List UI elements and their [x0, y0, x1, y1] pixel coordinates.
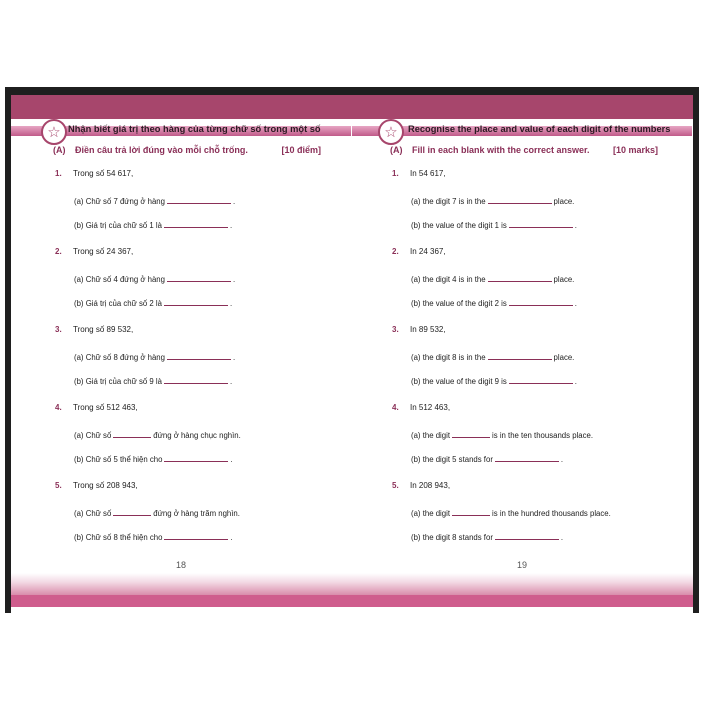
part-a: [411, 195, 574, 206]
question-number: 5.: [392, 481, 399, 490]
part-a-text: (a) Chữ số 8 đứng ở hàng: [74, 353, 165, 362]
part-a-text: (a) Chữ số: [74, 509, 112, 518]
part-b: [411, 219, 577, 230]
question-stem: In 208 943,: [410, 481, 451, 490]
answer-blank[interactable]: [167, 273, 231, 282]
part-b-text: (b) Giá trị của chữ số 1 là: [74, 221, 162, 230]
question-number: 3.: [392, 325, 399, 334]
part-a-text: (a) Chữ số: [74, 431, 112, 440]
answer-blank[interactable]: [164, 219, 228, 228]
part-b: [411, 297, 577, 308]
part-a: [411, 507, 611, 518]
part-a-text: (a) the digit: [411, 431, 451, 440]
part-b-tail: .: [230, 533, 233, 542]
answer-blank[interactable]: [495, 531, 559, 540]
question-number: 4.: [55, 403, 62, 412]
part-b-tail: .: [230, 455, 233, 464]
question-stem: In 54 617,: [410, 169, 446, 178]
bottom-color-band: [11, 595, 693, 607]
part-b-text: (b) Chữ số 8 thể hiện cho: [74, 533, 163, 542]
star-badge-icon: ☆: [378, 119, 404, 145]
question-stem: In 512 463,: [410, 403, 451, 412]
part-b-tail: .: [230, 377, 233, 386]
part-b-text: (b) the digit 8 stands for: [411, 533, 493, 542]
part-a-tail: is in the ten thousands place.: [492, 431, 594, 440]
part-a-text: (a) the digit 8 is in the: [411, 353, 486, 362]
part-b-text: (b) the value of the digit 2 is: [411, 299, 507, 308]
question-stem: In 24 367,: [410, 247, 446, 256]
question-number: 5.: [55, 481, 62, 490]
part-a-tail: is in the hundred thousands place.: [492, 509, 611, 518]
instruction-marks: [10 điểm]: [281, 145, 321, 155]
part-a: [74, 507, 240, 518]
part-b-tail: .: [230, 299, 233, 308]
part-b-tail: .: [574, 221, 577, 230]
answer-blank[interactable]: [509, 375, 573, 384]
answer-blank[interactable]: [509, 297, 573, 306]
part-a-text: (a) Chữ số 4 đứng ở hàng: [74, 275, 165, 284]
part-a: [411, 351, 574, 362]
part-b-tail: .: [230, 221, 233, 230]
page-number: 18: [175, 560, 186, 570]
part-b-text: (b) the value of the digit 1 is: [411, 221, 507, 230]
book-spread: [5, 87, 699, 613]
part-a-text: (a) the digit 7 is in the: [411, 197, 486, 206]
part-a-text: (a) the digit 4 is in the: [411, 275, 486, 284]
part-b-tail: .: [574, 377, 577, 386]
part-a-tail: .: [232, 275, 236, 284]
question-number: 1.: [392, 169, 399, 178]
answer-blank[interactable]: [113, 429, 151, 438]
question-stem: Trong số 208 943,: [73, 481, 138, 490]
instruction-label: (A): [390, 145, 403, 155]
part-b-tail: .: [560, 455, 564, 464]
part-a-text: (a) the digit: [411, 509, 451, 518]
instruction-text: Fill in each blank with the correct answer.: [412, 145, 590, 155]
section-title: Nhận biết giá trị theo hàng của từng chữ số trong một số: [68, 124, 321, 134]
question-number: 1.: [55, 169, 62, 178]
part-a: [74, 195, 235, 206]
part-a-tail: đứng ở hàng trăm nghìn.: [153, 509, 240, 518]
answer-blank[interactable]: [509, 219, 573, 228]
answer-blank[interactable]: [113, 507, 151, 516]
answer-blank[interactable]: [495, 453, 559, 462]
left-page: [11, 95, 351, 613]
question-number: 2.: [392, 247, 399, 256]
question-stem: Trong số 54 617,: [73, 169, 134, 178]
part-a-tail: place.: [553, 197, 575, 206]
page-number: 19: [516, 560, 527, 570]
part-a: [411, 429, 593, 440]
instruction-text: Điền câu trả lời đúng vào mỗi chỗ trống.: [75, 145, 248, 155]
star-badge-icon: ☆: [41, 119, 67, 145]
part-a-text: (a) Chữ số 7 đứng ở hàng: [74, 197, 165, 206]
part-b-text: (b) the digit 5 stands for: [411, 455, 493, 464]
part-b: [411, 531, 563, 542]
answer-blank[interactable]: [167, 195, 231, 204]
question-stem: Trong số 512 463,: [73, 403, 138, 412]
answer-blank[interactable]: [164, 453, 228, 462]
part-a: [74, 273, 235, 284]
part-b: [74, 219, 232, 230]
part-b-text: (b) the value of the digit 9 is: [411, 377, 507, 386]
part-b: [74, 531, 233, 542]
part-a-tail: place.: [553, 353, 575, 362]
answer-blank[interactable]: [488, 351, 552, 360]
answer-blank[interactable]: [452, 507, 490, 516]
instruction-label: (A): [53, 145, 66, 155]
answer-blank[interactable]: [488, 195, 552, 204]
question-stem: In 89 532,: [410, 325, 446, 334]
part-a: [411, 273, 574, 284]
part-b: [74, 297, 232, 308]
right-page: [352, 95, 692, 613]
instruction-marks: [10 marks]: [612, 145, 658, 155]
question-stem: Trong số 89 532,: [73, 325, 134, 334]
part-b-tail: .: [574, 299, 577, 308]
answer-blank[interactable]: [164, 531, 228, 540]
part-b: [411, 453, 563, 464]
question-number: 4.: [392, 403, 399, 412]
part-a: [74, 351, 235, 362]
part-b-text: (b) Giá trị của chữ số 9 là: [74, 377, 162, 386]
answer-blank[interactable]: [488, 273, 552, 282]
answer-blank[interactable]: [167, 351, 231, 360]
bottom-gradient: [11, 573, 693, 595]
part-b: [74, 375, 232, 386]
answer-blank[interactable]: [164, 297, 228, 306]
question-number: 2.: [55, 247, 62, 256]
part-a-tail: đứng ở hàng chục nghìn.: [153, 431, 241, 440]
part-b: [74, 453, 233, 464]
part-b-tail: .: [560, 533, 564, 542]
question-stem: Trong số 24 367,: [73, 247, 134, 256]
book-sheet: [11, 95, 693, 613]
part-a-tail: place.: [553, 275, 575, 284]
answer-blank[interactable]: [164, 375, 228, 384]
question-number: 3.: [55, 325, 62, 334]
part-a: [74, 429, 241, 440]
part-a-tail: .: [232, 197, 236, 206]
part-b-text: (b) Chữ số 5 thể hiện cho: [74, 455, 163, 464]
answer-blank[interactable]: [452, 429, 490, 438]
part-b: [411, 375, 577, 386]
section-title: Recognise the place and value of each digit of the numbers: [408, 124, 671, 134]
part-a-tail: .: [232, 353, 236, 362]
part-b-text: (b) Giá trị của chữ số 2 là: [74, 299, 162, 308]
